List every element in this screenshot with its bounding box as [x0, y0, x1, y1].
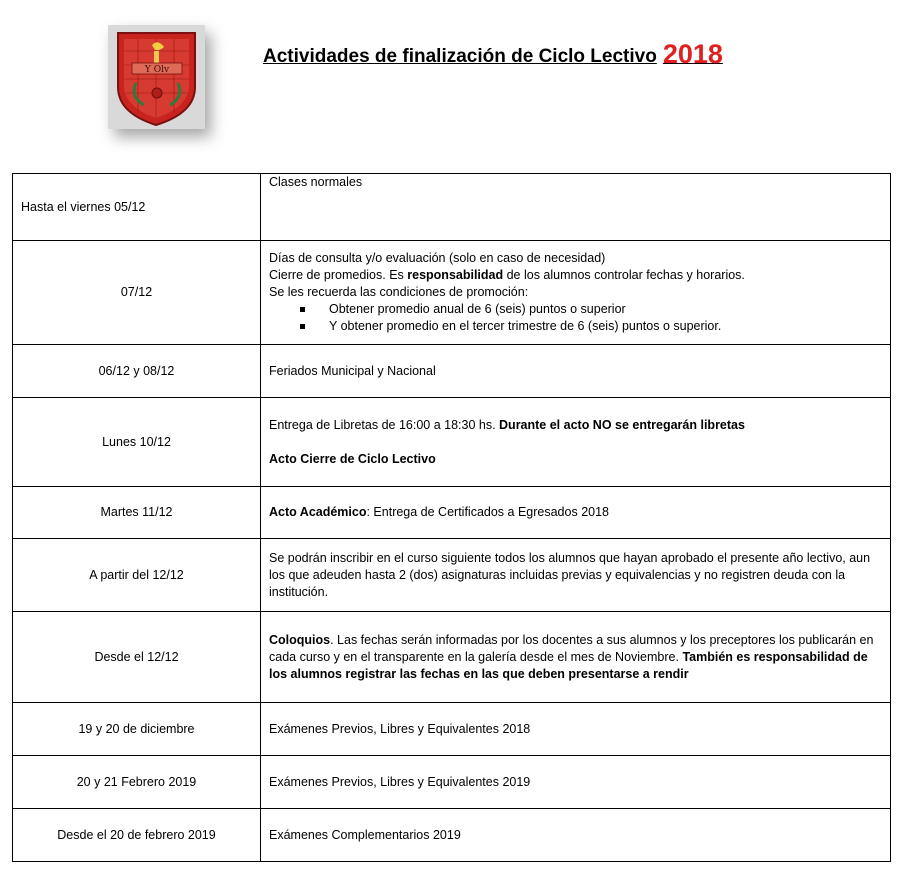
promotion-conditions-list [269, 301, 882, 335]
page-title [263, 38, 723, 69]
table-row [13, 345, 891, 398]
school-logo [108, 25, 205, 129]
row-description: Exámenes Previos, Libres y Equivalentes 2019 [261, 756, 891, 809]
row-date: Martes 11/12 [13, 487, 261, 539]
row-description: Clases normales [261, 174, 891, 241]
table-row [13, 539, 891, 612]
schedule-table [12, 173, 891, 862]
row-date: Hasta el viernes 05/12 [13, 174, 261, 241]
row-description: Se podrán inscribir en el curso siguiente todos los alumnos que hayan aprobado el presente año lectivo, aun los que adeuden hasta 2 (dos) asignaturas incluidas previas y equivalencias y no registren deuda con la institución. [261, 539, 891, 612]
closing-act-label: Acto Cierre de Ciclo Lectivo [269, 451, 436, 466]
table-row [13, 703, 891, 756]
averages-line: Cierre de promedios. Es responsabilidad de los alumnos controlar fechas y horarios. [269, 268, 745, 282]
table-row [13, 398, 891, 487]
row-date: 06/12 y 08/12 [13, 345, 261, 398]
row-date: Desde el 20 de febrero 2019 [13, 809, 261, 862]
row-description: Entrega de Libretas de 16:00 a 18:30 hs. Durante el acto NO se entregarán libretas Acto Cierre de Ciclo Lectivo [261, 398, 891, 487]
logo-text: Y Olv [144, 65, 170, 75]
table-row [13, 241, 891, 345]
row-date: 19 y 20 de diciembre [13, 703, 261, 756]
page-title-text: Actividades de finalización de Ciclo Lectivo [263, 46, 657, 67]
consult-days-line: Días de consulta y/o evaluación (solo en caso de necesidad) [269, 251, 606, 265]
list-item: Y obtener promedio en el tercer trimestre de 6 (seis) puntos o superior. [300, 318, 882, 335]
title-year: 2018 [662, 39, 723, 69]
promotion-intro: Se les recuerda las condiciones de promoción: [269, 285, 529, 299]
row-description: Feriados Municipal y Nacional [261, 345, 891, 398]
table-row [13, 612, 891, 703]
row-date: Desde el 12/12 [13, 612, 261, 703]
row-description [261, 241, 891, 345]
row-description: Acto Académico: Entrega de Certificados a Egresados 2018 [261, 487, 891, 539]
row-date: Lunes 10/12 [13, 398, 261, 487]
table-row [13, 174, 891, 241]
table-row [13, 809, 891, 862]
shield-emblem-icon [108, 25, 205, 129]
table-row [13, 756, 891, 809]
table-row [13, 487, 891, 539]
row-description: Exámenes Previos, Libres y Equivalentes 2018 [261, 703, 891, 756]
list-item: Obtener promedio anual de 6 (seis) puntos o superior [300, 301, 882, 318]
row-date: A partir del 12/12 [13, 539, 261, 612]
row-date: 07/12 [13, 241, 261, 345]
row-date: 20 y 21 Febrero 2019 [13, 756, 261, 809]
row-description: Exámenes Complementarios 2019 [261, 809, 891, 862]
row-description: Coloquios. Las fechas serán informadas por los docentes a sus alumnos y los preceptores los publicarán en cada curso y en el transparente en la galería desde el mes de Noviembre. También es responsabilidad de los alumnos registrar las fechas en las que deben presentarse a rendir [261, 612, 891, 703]
